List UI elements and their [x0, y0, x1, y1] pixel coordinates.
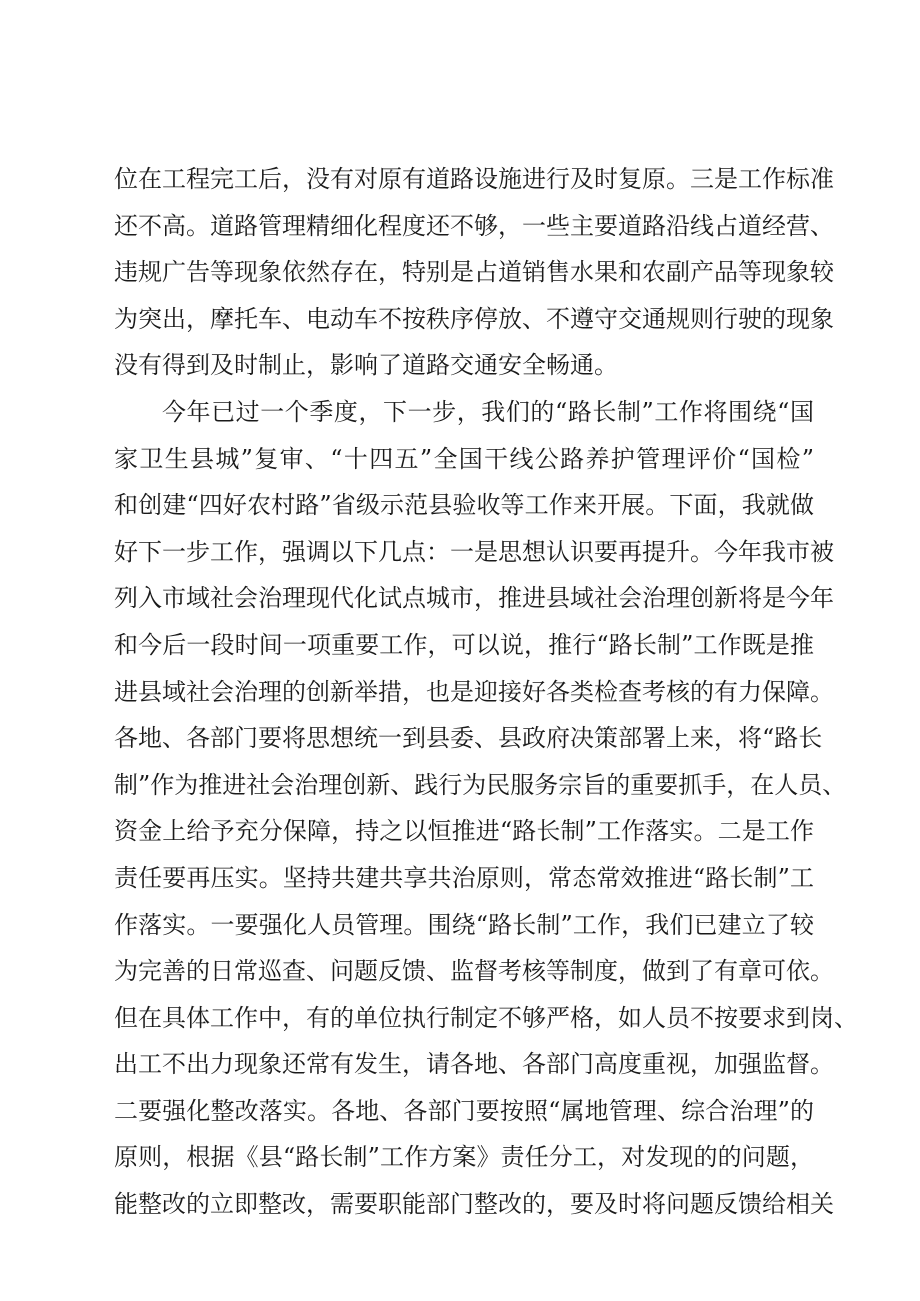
text-line: 作落实。一要强化人员管理。围绕“路长制”工作，我们已建立了较	[114, 910, 814, 939]
text-line: 和创建“四好农村路”省级示范县验收等工作来开展。下面，我就做	[114, 491, 814, 520]
text-line: 但在具体工作中，有的单位执行制定不够严格，如人员不按要求到岗、	[114, 1003, 858, 1032]
text-line: 家卫生县城”复审、“十四五”全国干线公路养护管理评价“国检”	[114, 444, 814, 473]
text-line: 为完善的日常巡查、问题反馈、监督考核等制度，做到了有章可依。	[114, 957, 834, 986]
text-line: 资金上给予充分保障，持之以恒推进“路长制”工作落实。二是工作	[114, 817, 814, 846]
text-line: 二要强化整改落实。各地、各部门要按照“属地管理、综合治理”的	[114, 1096, 814, 1125]
text-line: 还不高。道路管理精细化程度还不够，一些主要道路沿线占道经营、	[114, 211, 834, 240]
text-line: 原则，根据《县“路长制”工作方案》责任分工，对发现的的问题，	[114, 1143, 814, 1172]
text-line: 没有得到及时制止，影响了道路交通安全畅通。	[114, 351, 618, 380]
text-line: 为突出，摩托车、电动车不按秩序停放、不遵守交通规则行驶的现象	[114, 304, 834, 333]
text-line: 位在工程完工后，没有对原有道路设施进行及时复原。三是工作标准	[114, 165, 834, 193]
paragraph-1	[114, 156, 834, 389]
text-line: 制”作为推进社会治理创新、践行为民服务宗旨的重要抓手，在人员、	[114, 770, 847, 799]
text-line: 违规广告等现象依然存在，特别是占道销售水果和农副产品等现象较	[114, 258, 834, 287]
text-line: 好下一步工作，强调以下几点：一是思想认识要再提升。今年我市被	[114, 537, 834, 566]
text-line: 和今后一段时间一项重要工作，可以说，推行“路长制”工作既是推	[114, 630, 814, 659]
text-line: 责任要再压实。坚持共建共享共治原则，常态常效推进“路长制”工	[114, 863, 814, 892]
paragraph-2	[114, 389, 858, 1228]
text-line: 能整改的立即整改，需要职能部门整改的，要及时将问题反馈给相关	[114, 1190, 834, 1219]
text-line: 各地、各部门要将思想统一到县委、县政府决策部署上来，将“路长	[114, 724, 823, 753]
text-line: 进县域社会治理的创新举措，也是迎接好各类检查考核的有力保障。	[114, 677, 834, 706]
text-line: 列入市域社会治理现代化试点城市，推进县域社会治理创新将是今年	[114, 584, 834, 613]
document-body	[114, 156, 858, 1228]
text-line: 出工不出力现象还常有发生，请各地、各部门高度重视，加强监督。	[114, 1050, 834, 1079]
text-line: 今年已过一个季度，下一步，我们的“路长制”工作将围绕“国	[162, 397, 814, 426]
